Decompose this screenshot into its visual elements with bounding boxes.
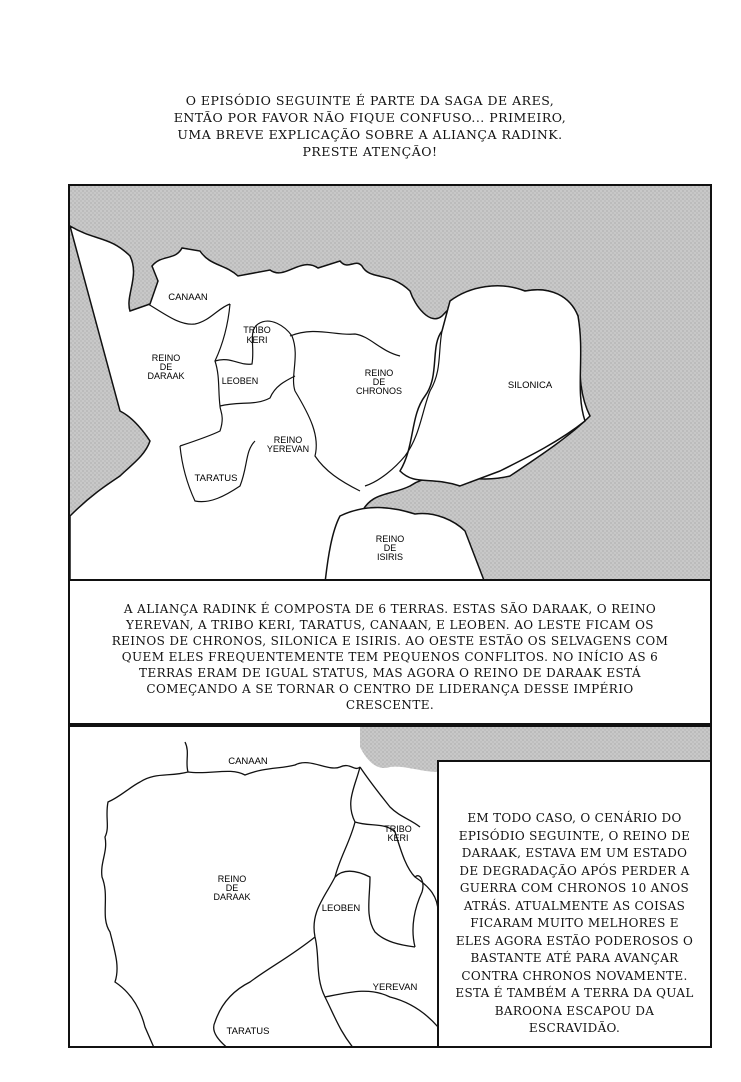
map2-label-tribo: TRIBO	[384, 824, 412, 834]
map1-label-tribo: TRIBO	[243, 325, 271, 335]
map2-label-daraak-3: DARAAK	[213, 892, 251, 902]
map1-label-chronos-1: REINO	[364, 368, 394, 378]
map2-label-keri: KERI	[387, 833, 409, 843]
map1-label-isiris-1: REINO	[375, 534, 405, 544]
map1-label-chronos-3: CHRONOS	[355, 386, 403, 396]
map2-label-canaan: CANAAN	[228, 756, 268, 767]
map1-label-canaan: CANAAN	[168, 292, 208, 303]
map1-label-leoben: LEOBEN	[221, 376, 259, 386]
map1-label-silonica: SILONICA	[507, 380, 553, 391]
map1-label-reino-daraak-3: DARAAK	[147, 371, 185, 381]
map2-label-leoben: LEOBEN	[321, 903, 361, 914]
map1-label-taratus: TARATUS	[194, 473, 238, 484]
map1-label-reino-daraak-2: DE	[159, 362, 173, 372]
map1-label-yerevan-1: REINO	[273, 435, 303, 445]
intro-line-3: UMA BREVE EXPLICAÇÃO SOBRE A ALIANÇA RADINK.	[177, 127, 563, 142]
map1-label-yerevan-2: YEREVAN	[266, 444, 310, 454]
intro-line-4: PRESTE ATENÇÃO!	[302, 144, 438, 159]
daraak-description: EM TODO CASO, O CENÁRIO DO EPISÓDIO SEGUINTE, O REINO DE DARAAK, ESTAVA EM UM ESTADO DE DEGRADAÇÃO APÓS PERDER A GUERRA COM CHRONOS 10 ANOS ATRÁS. ATUALMENTE AS COISAS FICARAM MUITO MELHORES E ELES AGORA ESTÃO PODEROSOS O BASTANTE ATÉ PARA AVANÇAR CONTRA CHRONOS NOVAMENTE. ESTA É TAMBÉM A TERRA DA QUAL BAROONA ESCAPOU DA ESCRAVIDÃO.	[437, 760, 712, 1048]
intro-line-1: O EPISÓDIO SEGUINTE É PARTE DA SAGA DE ARES,	[185, 93, 555, 108]
intro-line-2: ENTÃO POR FAVOR NÃO FIQUE CONFUSO... PRIMEIRO,	[173, 110, 567, 125]
alliance-map-panel	[68, 184, 712, 581]
map1-label-chronos-2: DE	[372, 377, 386, 387]
map1-label-isiris-3: ISIRIS	[376, 552, 404, 562]
alliance-map	[70, 186, 712, 581]
map2-label-daraak-1: REINO	[217, 874, 247, 884]
map2-label-yerevan: YEREVAN	[372, 982, 418, 993]
map1-label-reino-daraak-1: REINO	[151, 353, 181, 363]
map2-label-taratus: TARATUS	[226, 1026, 270, 1037]
map2-label-daraak-2: DE	[225, 883, 239, 893]
intro-text	[150, 92, 590, 160]
map1-label-isiris-2: DE	[383, 543, 397, 553]
alliance-description: A ALIANÇA RADINK É COMPOSTA DE 6 TERRAS. ESTAS SÃO DARAAK, O REINO YEREVAN, A TRIBO KERI, TARATUS, CANAAN, E LEOBEN. AO LESTE FICAM OS REINOS DE CHRONOS, SILONICA E ISIRIS. AO OESTE ESTÃO OS SELVAGENS COM QUEM ELES FREQUENTEMENTE TEM PEQUENOS CONFLITOS. NO INÍCIO AS 6 TERRAS ERAM DE IGUAL STATUS, MAS AGORA O REINO DE DARAAK ESTÁ COMEÇANDO A SE TORNAR O CENTRO DE LIDERANÇA DESSE IMPÉRIO CRESCENTE.	[68, 579, 712, 725]
map1-label-keri: KERI	[246, 335, 268, 345]
